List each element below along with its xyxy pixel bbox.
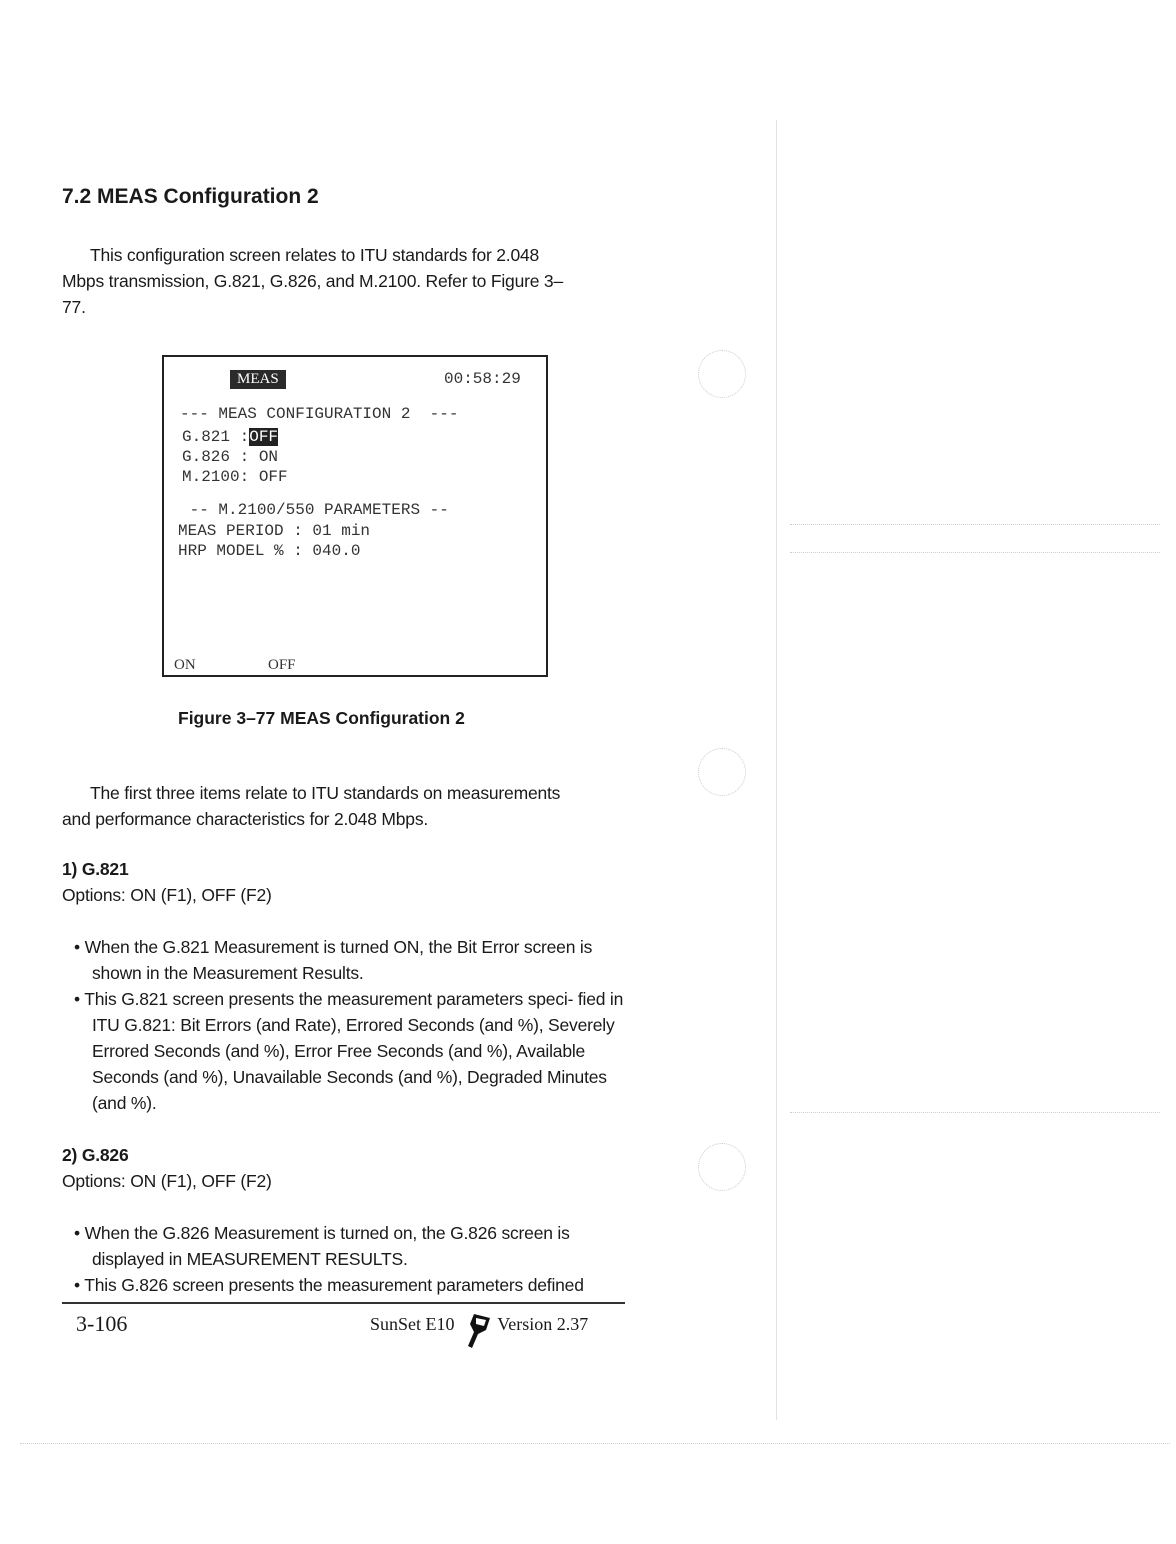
g821-label: G.821 :	[182, 428, 250, 446]
item1-title: 1) G.821	[62, 859, 129, 879]
item2-title: 2) G.826	[62, 1145, 129, 1165]
params-title: -- M.2100/550 PARAMETERS --	[180, 501, 449, 519]
scan-artifact	[790, 524, 1160, 526]
item2-bullet: • This G.826 screen presents the measurement parameters defined	[74, 1275, 584, 1295]
item1-options: Options: ON (F1), OFF (F2)	[62, 885, 272, 905]
figure-caption: Figure 3–77 MEAS Configuration 2	[178, 708, 465, 728]
intro-line: 77.	[62, 297, 86, 317]
scan-artifact	[20, 1443, 1170, 1445]
softkey-f1[interactable]: ON	[174, 657, 196, 673]
version-label: Version 2.37	[497, 1314, 589, 1334]
handset-logo-icon	[464, 1310, 494, 1350]
m2100-row: M.2100: OFF	[182, 468, 288, 486]
item2-options: Options: ON (F1), OFF (F2)	[62, 1171, 272, 1191]
punch-hole	[698, 1143, 746, 1191]
g826-row: G.826 : ON	[182, 448, 279, 466]
punch-hole	[698, 748, 746, 796]
para2-line: The first three items relate to ITU standards on measurements	[90, 783, 561, 803]
scan-artifact	[790, 552, 1160, 554]
meas-period-row: MEAS PERIOD : 01 min	[178, 522, 371, 540]
softkey-f2[interactable]: OFF	[268, 657, 296, 673]
hrp-model-row: HRP MODEL % : 040.0	[178, 542, 361, 560]
page-number: 3-106	[76, 1311, 128, 1336]
intro-paragraph	[62, 242, 624, 320]
punch-hole	[698, 350, 746, 398]
item1-bullet: • This G.821 screen presents the measurement parameters speci- fied in ITU G.821: Bit Errors (and Rate), Errored Seconds (and %), Severely Errored Seconds (and %), Error Free Seconds (and %), Available Seconds (and %), Unavailable Seconds (and %), Degraded Minutes (and %).	[74, 989, 624, 1113]
intro-line: Mbps transmission, G.821, G.826, and M.2100. Refer to Figure 3–	[62, 271, 563, 291]
clock-readout: 00:58:29	[444, 370, 521, 388]
g821-row	[182, 427, 278, 447]
item1-bullet: • When the G.821 Measurement is turned ON, the Bit Error screen is shown in the Measurement Results.	[74, 937, 593, 983]
footer-rule	[62, 1302, 625, 1304]
binding-edge-line	[776, 120, 777, 1420]
product-name: SunSet E10	[370, 1314, 455, 1334]
meas-tab: MEAS	[230, 370, 286, 389]
intro-line: This configuration screen relates to ITU standards for 2.048	[90, 245, 540, 265]
screen-title: --- MEAS CONFIGURATION 2 ---	[180, 405, 459, 423]
para2-line: and performance characteristics for 2.048 Mbps.	[62, 809, 429, 829]
g821-value[interactable]: OFF	[249, 428, 279, 446]
section-heading: 7.2 MEAS Configuration 2	[62, 185, 319, 208]
scan-artifact	[790, 1112, 1160, 1114]
device-screen-figure	[162, 355, 548, 677]
item2-bullet: • When the G.826 Measurement is turned on, the G.826 screen is displayed in MEASUREMENT RESULTS.	[74, 1223, 570, 1269]
paragraph-2	[62, 780, 624, 832]
